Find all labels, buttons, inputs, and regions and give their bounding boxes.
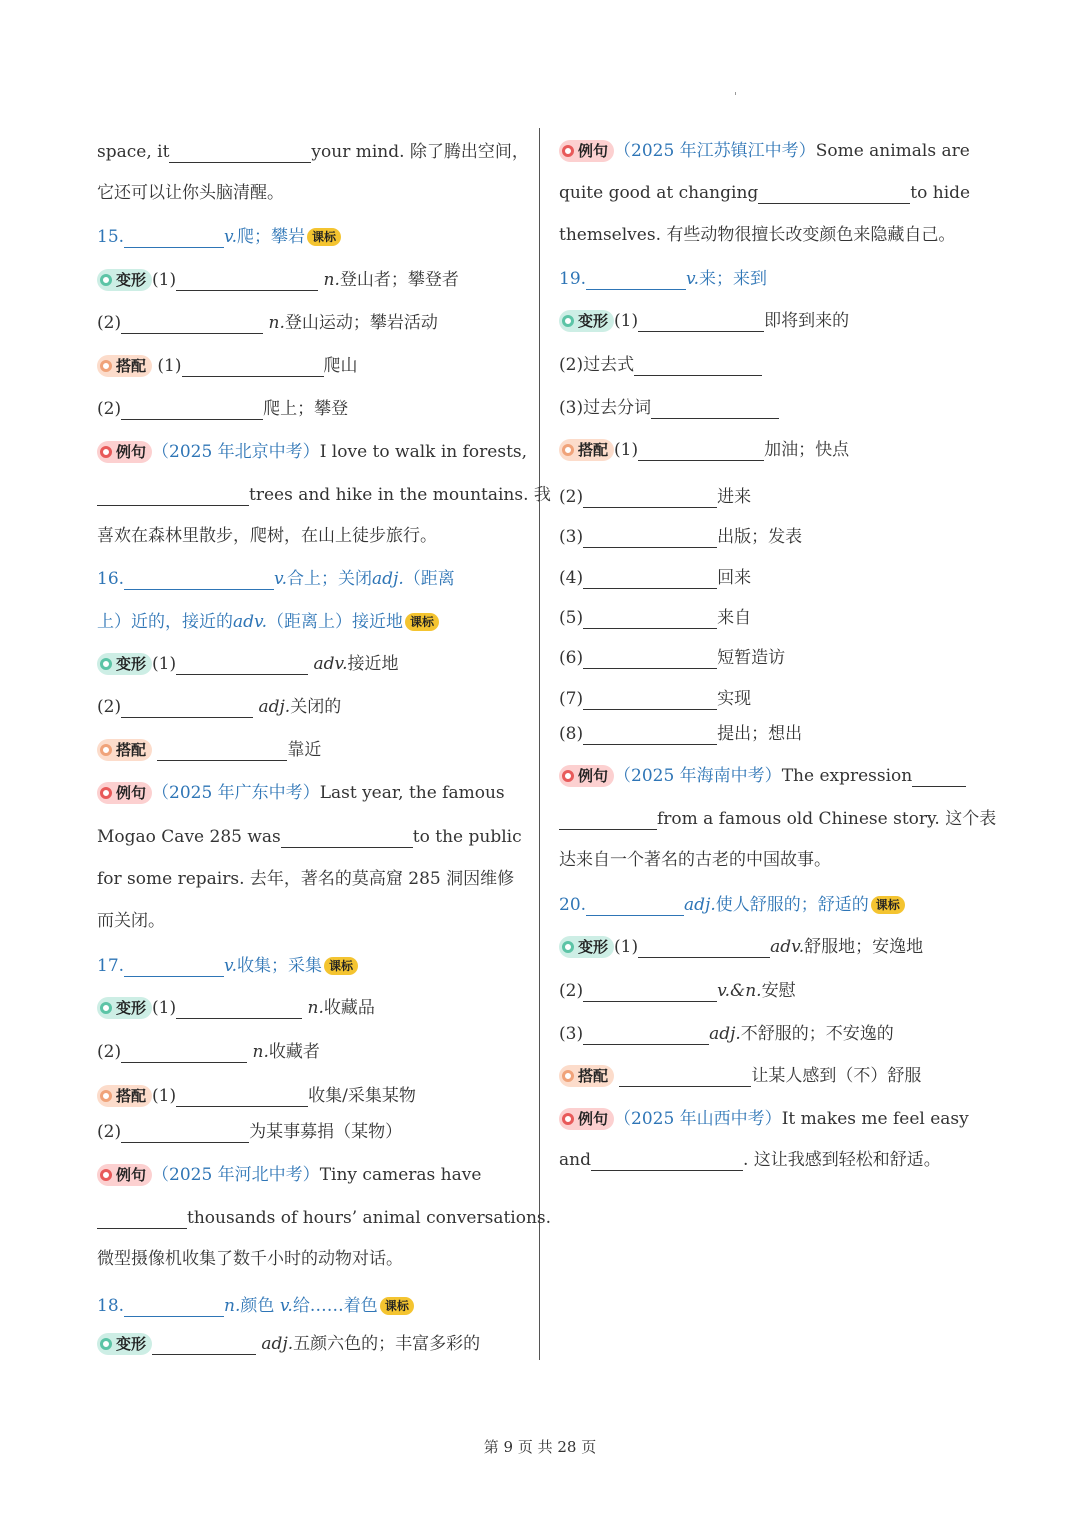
collocation-tag: 搭配 (97, 355, 152, 377)
answer-blank[interactable] (169, 144, 311, 163)
entry-15-example-3: 喜欢在森林里散步，爬树，在山上徒步旅行。 (97, 526, 437, 546)
page-footer: 第 9 页 共 28 页 (483, 1438, 597, 1456)
circle-icon (562, 315, 574, 327)
entry-16-example-2: Mogao Cave 285 was to the public (97, 826, 522, 847)
answer-blank[interactable] (912, 768, 966, 787)
answer-blank[interactable] (583, 983, 717, 1002)
answer-blank[interactable] (124, 229, 224, 248)
circle-icon (562, 444, 574, 456)
entry-15: 15. v.爬；攀岩 课标 (97, 225, 341, 248)
example-tag: 例句 (97, 441, 152, 463)
entry-17-collocation-1: 搭配 (1) 收集/采集某物 (97, 1084, 416, 1107)
entry-16-example: 例句 （2025 年广东中考）Last year, the famous (97, 781, 505, 804)
circle-icon (100, 1090, 112, 1102)
answer-blank[interactable] (638, 939, 770, 958)
answer-blank[interactable] (583, 529, 717, 548)
entry-17-example-2: thousands of hours’ animal conversations. (97, 1206, 551, 1229)
collocation-tag: 搭配 (559, 439, 614, 461)
example-tag: 例句 (559, 765, 614, 787)
entry-19-collocation-4: (4) 回来 (559, 567, 752, 588)
textbook-badge: 课标 (307, 228, 341, 246)
entry-19-example: 例句 （2025 年海南中考）The expression (559, 764, 966, 787)
circle-icon (100, 274, 112, 286)
answer-blank[interactable] (152, 1336, 256, 1355)
entry-16-collocation: 搭配 靠近 (97, 738, 321, 761)
entry-19-collocation-3: (3) 出版；发表 (559, 526, 803, 547)
variant-tag: 变形 (559, 310, 614, 332)
answer-blank[interactable] (583, 610, 717, 629)
entry-19-collocation-7: (7) 实现 (559, 688, 752, 709)
answer-blank[interactable] (638, 442, 764, 461)
circle-icon (562, 770, 574, 782)
answer-blank[interactable] (583, 489, 717, 508)
answer-blank[interactable] (176, 1088, 308, 1107)
continued-line-2: 它还可以让你头脑清醒。 (97, 183, 284, 203)
entry-19: 19. v.来；来到 (559, 268, 768, 289)
example-tag: 例句 (97, 782, 152, 804)
answer-blank[interactable] (121, 1124, 249, 1143)
variant-tag: 变形 (97, 269, 152, 291)
entry-17-variant-2: (2) n.收藏者 (97, 1041, 320, 1062)
answer-blank[interactable] (583, 650, 717, 669)
answer-blank[interactable] (586, 271, 686, 290)
circle-icon (100, 787, 112, 799)
entry-20: 20. adj.使人舒服的；舒适的 课标 (559, 893, 905, 916)
circle-icon (100, 1002, 112, 1014)
answer-blank[interactable] (651, 400, 779, 419)
circle-icon (562, 1113, 574, 1125)
answer-blank[interactable] (176, 272, 318, 291)
textbook-badge: 课标 (380, 1297, 414, 1315)
entry-19-example-3: 达来自一个著名的古老的中国故事。 (559, 850, 831, 870)
answer-blank[interactable] (124, 958, 224, 977)
entry-18-example-3: themselves. 有些动物很擅长改变颜色来隐藏自己。 (559, 225, 956, 245)
collocation-tag: 搭配 (97, 739, 152, 761)
answer-blank[interactable] (176, 656, 308, 675)
answer-blank[interactable] (97, 1210, 187, 1229)
example-tag: 例句 (559, 140, 614, 162)
example-tag: 例句 (559, 1108, 614, 1130)
entry-15-collocation-1: 搭配 (1) 爬山 (97, 354, 358, 377)
example-tag: 例句 (97, 1164, 152, 1186)
entry-16-variant-2: (2) adj.关闭的 (97, 696, 342, 717)
entry-15-example: 例句 （2025 年北京中考）I love to walk in forests, (97, 440, 527, 463)
variant-tag: 变形 (97, 653, 152, 675)
entry-19-example-2: from a famous old Chinese story. 这个表 (559, 807, 996, 830)
entry-16-example-4: 而关闭。 (97, 911, 165, 931)
answer-blank[interactable] (182, 358, 324, 377)
answer-blank[interactable] (586, 897, 684, 916)
answer-blank[interactable] (634, 357, 762, 376)
textbook-badge: 课标 (405, 613, 439, 631)
entry-20-example-2: and . 这让我感到轻松和舒适。 (559, 1149, 941, 1170)
answer-blank[interactable] (619, 1068, 751, 1087)
entry-20-collocation: 搭配 让某人感到（不）舒服 (559, 1064, 921, 1087)
entry-18: 18. n.颜色 v.给……着色 课标 (97, 1294, 414, 1317)
collocation-tag: 搭配 (97, 1085, 152, 1107)
answer-blank[interactable] (758, 185, 910, 204)
entry-20-variant-2: (2) v.&n.安慰 (559, 980, 796, 1001)
variant-tag: 变形 (559, 936, 614, 958)
entry-18-example-2: quite good at changing to hide (559, 182, 971, 203)
entry-19-collocation-8: (8) 提出；想出 (559, 723, 803, 744)
entry-20-example: 例句 （2025 年山西中考）It makes me feel easy (559, 1107, 969, 1130)
entry-17: 17. v.收集；采集 课标 (97, 954, 358, 977)
circle-icon (562, 145, 574, 157)
entry-19-collocation-6: (6) 短暂造访 (559, 647, 786, 668)
entry-19-collocation-5: (5) 来自 (559, 607, 752, 628)
variant-tag: 变形 (97, 1333, 152, 1355)
answer-blank[interactable] (121, 1044, 247, 1063)
answer-blank[interactable] (638, 313, 764, 332)
answer-blank[interactable] (591, 1152, 743, 1171)
column-divider (539, 128, 540, 1360)
entry-16: 16. v.合上；关闭adj.（距离 (97, 568, 455, 589)
answer-blank[interactable] (583, 691, 717, 710)
textbook-badge: 课标 (324, 957, 358, 975)
entry-15-variant-1: 变形 (1) n.登山者；攀登者 (97, 268, 459, 291)
entry-17-example-3: 微型摄像机收集了数千小时的动物对话。 (97, 1249, 403, 1269)
circle-icon (100, 1169, 112, 1181)
entry-15-collocation-2: (2) 爬上；攀登 (97, 398, 349, 419)
entry-17-variant-1: 变形 (1) n.收藏品 (97, 996, 375, 1019)
collocation-tag: 搭配 (559, 1065, 614, 1087)
answer-blank[interactable] (121, 699, 253, 718)
continued-line-1: space, it your mind. 除了腾出空间， (97, 141, 529, 162)
textbook-badge: 课标 (871, 896, 905, 914)
answer-blank[interactable] (583, 1026, 709, 1045)
entry-20-variant-1: 变形 (1) adv.舒服地；安逸地 (559, 935, 923, 958)
circle-icon (562, 1070, 574, 1082)
entry-16-variant-1: 变形 (1) adv.接近地 (97, 652, 399, 675)
answer-blank[interactable] (583, 570, 717, 589)
answer-blank[interactable] (121, 401, 263, 420)
entry-19-variant-1: 变形 (1) 即将到来的 (559, 309, 849, 332)
entry-15-example-2: trees and hike in the mountains. 我 (97, 483, 551, 506)
answer-blank[interactable] (124, 1298, 224, 1317)
entry-16-cont: 上）近的，接近的adv.（距离上）接近地 课标 (97, 610, 439, 633)
entry-15-variant-2: (2) n.登山运动；攀岩活动 (97, 312, 438, 333)
answer-blank[interactable] (583, 726, 717, 745)
circle-icon (100, 446, 112, 458)
top-mark (735, 92, 736, 95)
entry-19-collocation-1: 搭配 (1) 加油；快点 (559, 438, 849, 461)
answer-blank[interactable] (124, 571, 274, 590)
circle-icon (100, 744, 112, 756)
entry-19-variant-2: (2)过去式 (559, 353, 762, 376)
entry-17-example: 例句 （2025 年河北中考）Tiny cameras have (97, 1163, 481, 1186)
entry-18-variant: 变形 adj.五颜六色的；丰富多彩的 (97, 1332, 480, 1355)
entry-17-collocation-2: (2) 为某事募捐（某物） (97, 1121, 403, 1142)
answer-blank[interactable] (176, 1000, 302, 1019)
circle-icon (100, 658, 112, 670)
entry-20-variant-3: (3) adj.不舒服的；不安逸的 (559, 1023, 894, 1044)
answer-blank[interactable] (559, 811, 657, 830)
answer-blank[interactable] (281, 829, 413, 848)
circle-icon (562, 941, 574, 953)
answer-blank[interactable] (157, 742, 287, 761)
answer-blank[interactable] (121, 315, 263, 334)
entry-19-variant-3: (3)过去分词 (559, 396, 779, 419)
entry-18-example: 例句 （2025 年江苏镇江中考）Some animals are (559, 139, 970, 162)
circle-icon (100, 360, 112, 372)
entry-19-collocation-2: (2) 进来 (559, 486, 752, 507)
circle-icon (100, 1338, 112, 1350)
answer-blank[interactable] (97, 487, 249, 506)
entry-16-example-3: for some repairs. 去年，著名的莫高窟 285 洞因维修 (97, 869, 515, 889)
variant-tag: 变形 (97, 997, 152, 1019)
